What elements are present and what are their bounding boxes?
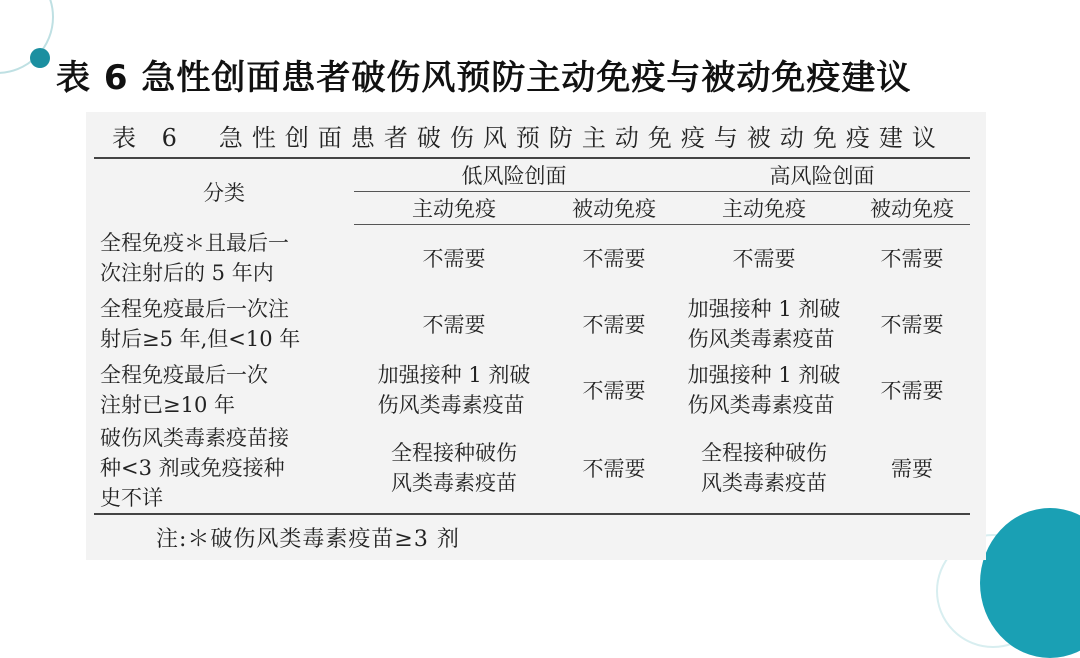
cell-low-active: 全程接种破伤 风类毒素疫苗	[354, 423, 554, 514]
cell-low-active: 不需要	[422, 247, 486, 271]
decorative-dot	[30, 48, 50, 68]
header-low-active: 主动免疫	[354, 192, 554, 225]
cell-high-passive: 不需要	[880, 247, 944, 271]
cell-low-passive: 不需要	[554, 423, 674, 514]
cell-low-active: 不需要	[422, 313, 486, 337]
cell-high-active: 加强接种 1 剂破 伤风类毒素疫苗	[687, 363, 841, 417]
slide-title: 表 6 急性创面患者破伤风预防主动免疫与被动免疫建议	[56, 58, 912, 98]
cell-high-passive: 不需要	[880, 379, 944, 403]
cell-high-active: 加强接种 1 剂破 伤风类毒素疫苗	[687, 297, 841, 351]
cell-low-passive: 不需要	[582, 313, 646, 337]
immunization-table	[94, 157, 970, 515]
header-low-passive: 被动免疫	[554, 192, 674, 225]
header-row-1	[94, 158, 970, 192]
table-row	[94, 357, 970, 423]
row-category: 破伤风类毒素疫苗接 种<3 剂或免疫接种 史不详	[94, 423, 354, 514]
cell-low-active: 加强接种 1 剂破 伤风类毒素疫苗	[377, 363, 531, 417]
cell-low-passive: 不需要	[582, 379, 646, 403]
row-category: 全程免疫＊且最后一 次注射后的 5 年内	[100, 230, 289, 285]
table-row	[94, 225, 970, 292]
table-row	[94, 291, 970, 357]
cell-high-passive: 不需要	[880, 313, 944, 337]
row-category: 全程免疫最后一次注 射后≥5 年,但<10 年	[100, 297, 301, 351]
table-note: 注:＊破伤风类毒素疫苗≥3 剂	[156, 527, 460, 552]
table-row	[94, 423, 970, 514]
header-high-passive: 被动免疫	[854, 192, 970, 225]
cell-low-passive: 不需要	[582, 247, 646, 271]
cell-high-passive: 需要	[854, 423, 970, 514]
header-high-active: 主动免疫	[674, 192, 854, 225]
cell-high-active: 不需要	[732, 247, 796, 271]
header-low-risk: 低风险创面	[354, 158, 674, 192]
header-category: 分类	[203, 180, 245, 205]
table-figure	[86, 112, 986, 560]
cell-high-active: 全程接种破伤 风类毒素疫苗	[674, 423, 854, 514]
row-category: 全程免疫最后一次 注射已≥10 年	[100, 363, 268, 417]
table-caption: 表 6 急性创面患者破伤风预防主动免疫与被动免疫建议	[112, 124, 945, 152]
header-high-risk: 高风险创面	[674, 158, 970, 192]
